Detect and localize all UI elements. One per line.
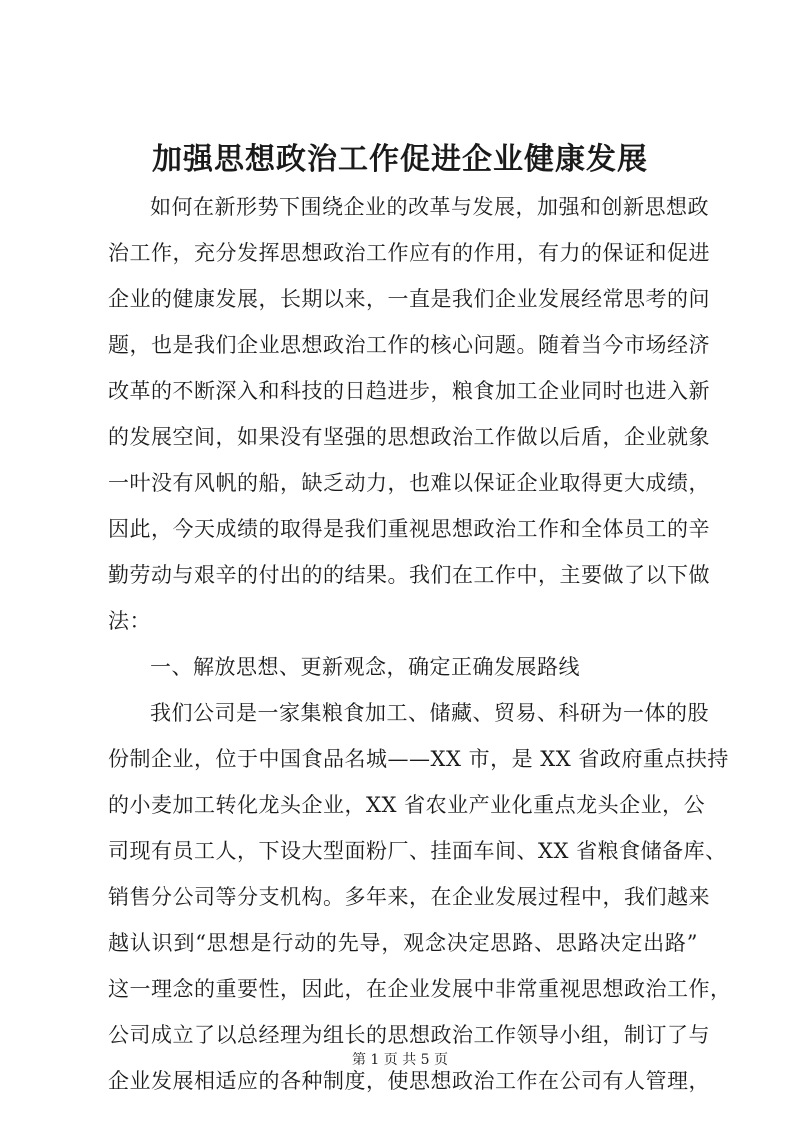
paragraph-line: 越认识到“思想是行动的先导，观念决定思路、思路决定出路” bbox=[108, 931, 698, 955]
paragraph-line: 份制企业，位于中国食品名城——XX 市，是 XX 省政府重点扶持 bbox=[108, 747, 729, 771]
paragraph-line: 我们公司是一家集粮食加工、储藏、贸易、科研为一体的股 bbox=[150, 701, 709, 725]
paragraph-line: 这一理念的重要性，因此，在企业发展中非常重视思想政治工作， bbox=[108, 977, 732, 1001]
section-heading: 一、解放思想、更新观念，确定正确发展路线 bbox=[150, 655, 580, 679]
document-body bbox=[108, 184, 732, 1104]
paragraph-line: 公司成立了以总经理为组长的思想政治工作领导小组，制订了与 bbox=[108, 1023, 710, 1047]
paragraph-line: 勤劳动与艰辛的付出的的结果。我们在工作中，主要做了以下做 bbox=[108, 563, 710, 587]
paragraph-line: 一叶没有风帆的船，缺乏动力，也难以保证企业取得更大成绩， bbox=[108, 471, 710, 495]
paragraph-line: 销售分公司等分支机构。多年来，在企业发展过程中，我们越来 bbox=[108, 885, 710, 909]
paragraph-line: 企业发展相适应的各种制度，使思想政治工作在公司有人管理， bbox=[108, 1069, 710, 1093]
paragraph-line: 因此，今天成绩的取得是我们重视思想政治工作和全体员工的辛 bbox=[108, 517, 710, 541]
document-title: 加强思想政治工作促进企业健康发展 bbox=[152, 142, 648, 177]
paragraph-line: 司现有员工人，下设大型面粉厂、挂面车间、XX 省粮食储备库、 bbox=[108, 839, 727, 863]
paragraph-line: 的发展空间，如果没有坚强的思想政治工作做以后盾，企业就象 bbox=[108, 425, 710, 449]
paragraph-line: 的小麦加工转化龙头企业，XX 省农业产业化重点龙头企业，公 bbox=[108, 793, 706, 817]
paragraph-line: 企业的健康发展，长期以来，一直是我们企业发展经常思考的问 bbox=[108, 287, 710, 311]
page-footer: 第 1 页 共 5 页 bbox=[351, 1052, 449, 1068]
paragraph-line: 如何在新形势下围绕企业的改革与发展，加强和创新思想政 bbox=[150, 195, 709, 219]
paragraph-line: 法： bbox=[108, 609, 151, 633]
paragraph-line: 题，也是我们企业思想政治工作的核心问题。随着当今市场经济 bbox=[108, 333, 710, 357]
paragraph-line: 治工作，充分发挥思想政治工作应有的作用，有力的保证和促进 bbox=[108, 241, 710, 265]
paragraph-line: 改革的不断深入和科技的日趋进步，粮食加工企业同时也进入新 bbox=[108, 379, 710, 403]
